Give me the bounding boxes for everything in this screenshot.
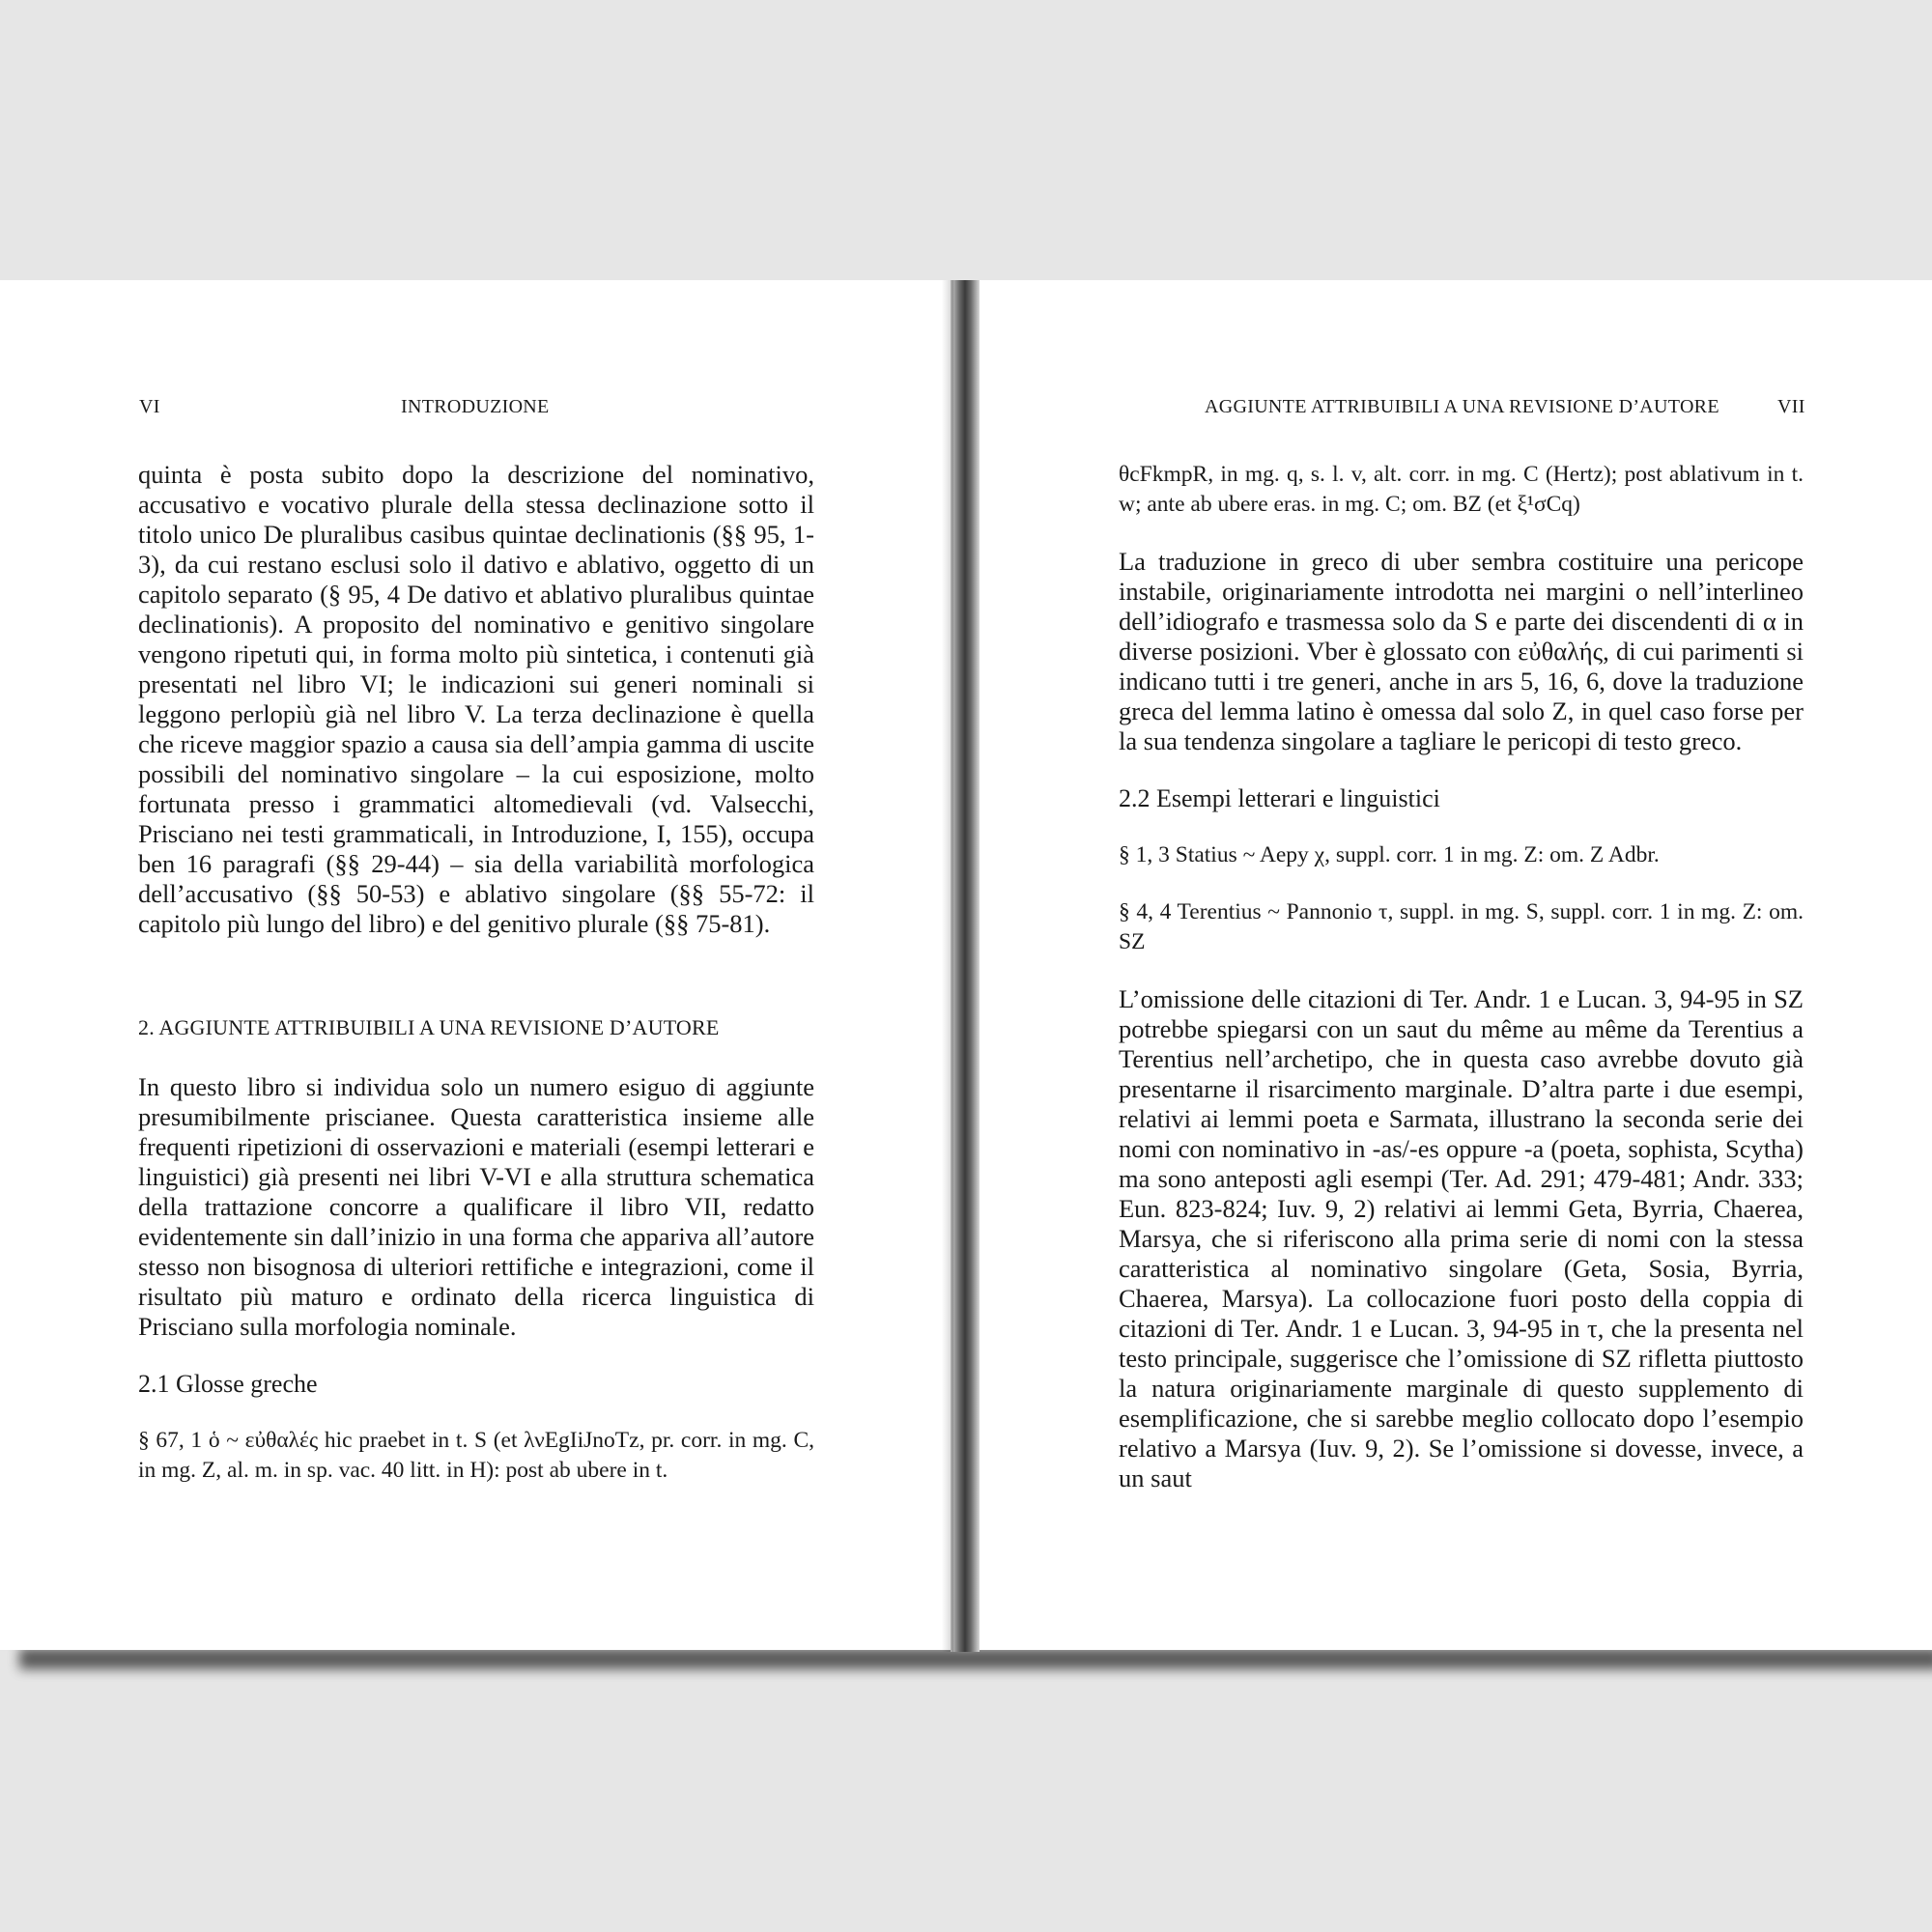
right-apparatus-entry-1: § 1, 3 Statius ~ Aepy χ, suppl. corr. 1 in mg. Z: om. Z Adbr.: [1119, 842, 1660, 867]
left-text-block: [138, 460, 814, 1486]
right-running-title: AGGIUNTE ATTRIBUIBILI A UNA REVISIONE D’AUTORE: [1205, 396, 1719, 417]
right-page-number: VII: [1777, 396, 1805, 417]
book-gutter: [951, 280, 980, 1652]
right-running-head: [978, 396, 1932, 425]
right-paragraph-2: L’omissione delle citazioni di Ter. Andr. 1 e Lucan. 3, 94-95 in SZ potrebbe spiegarsi con un saut du même au même da Terentius a Terentius nell’archetipo, che in questa caso avrebbe dovuto già presentarne il risarcimento marginale. D’altra parte i due esempi, relativi ai lemmi poeta e Sarmata, illustrano la seconda serie dei nomi con nominativo in -as/-es oppure -a (poeta, sophista, Scytha) ma sono anteposti agli esempi (Ter. Ad. 291; 479-481; Andr. 333; Eun. 823-824; Iuv. 9, 2) relativi ai lemmi Geta, Byrria, Chaerea, Marsya, che si riferiscono alla prima serie di nomi con la stessa caratteristica al nominativo singolare (Geta, Sosia, Byrria, Chaerea, Marsya). La collocazione fuori posto della coppia di citazioni di Ter. Andr. 1 e Lucan. 3, 94-95 in τ, che la presenta nel testo principale, suggerisce che l’omissione di SZ rifletta piuttosto la natura originariamente marginale di questo supplemento di esemplificazione, che si sarebbe meglio collocato dopo l’esempio relativo a Marsya (Iuv. 9, 2). Se l’omissione si dovesse, invece, a un saut: [1119, 984, 1804, 1492]
left-page: [0, 280, 952, 1650]
section-heading: 2. AGGIUNTE ATTRIBUIBILI A UNA REVISIONE D’AUTORE: [138, 1015, 720, 1039]
right-apparatus-continuation: θcFkmpR, in mg. q, s. l. v, alt. corr. in mg. C (Hertz); post ablativum in t. w; ante ab ubere eras. in mg. C; om. BZ (et ξ¹σCq): [1119, 462, 1804, 517]
right-subheading: 2.2 Esempi letterari e linguistici: [1119, 784, 1440, 812]
gutter-shade: [942, 280, 953, 1652]
left-running-head: [0, 396, 952, 425]
right-apparatus-entry-2: § 4, 4 Terentius ~ Pannonio τ, suppl. in mg. S, suppl. corr. 1 in mg. Z: om. SZ: [1119, 899, 1804, 954]
right-paragraph-1: La traduzione in greco di uber sembra costituire una pericope instabile, originariamente introdotta nei margini o nell’interlineo dell’idiografo e trasmessa solo da S e parte dei discendenti di α in diverse posizioni. Vber è glossato con εὐθαλής, di cui parimenti si indicano tutti i tre generi, anche in ars 5, 16, 6, dove la traduzione greca del lemma latino è omessa dal solo Z, in quel caso forse per la sua tendenza singolare a tagliare le pericopi di testo greco.: [1119, 547, 1804, 755]
right-page: [978, 280, 1932, 1650]
left-page-number: VI: [139, 396, 160, 417]
left-running-title: INTRODUZIONE: [401, 396, 550, 417]
left-subheading: 2.1 Glosse greche: [138, 1370, 318, 1398]
right-text-block: [1119, 460, 1804, 1493]
left-paragraph-2: In questo libro si individua solo un numero esiguo di aggiunte presumibilmente priscianee. Questa caratteristica insieme alle frequenti ripetizioni di osservazioni e materiali (esempi letterari e linguistici) già presenti nei libri V-VI e alla struttura schematica della trattazione concorre a qualificare il libro VII, redatto evidentemente sin dall’inizio in una forma che appariva all’autore stesso non bisognosa di ulteriori rettifiche e integrazioni, come il risultato più maturo e ordinato della ricerca linguistica di Prisciano sulla morfologia nominale.: [138, 1072, 814, 1341]
left-apparatus-entry: § 67, 1 ὁ ~ εὐθαλές hic praebet in t. S (et λνEgIiJnoTz, pr. corr. in mg. C, in mg. Z, al. m. in sp. vac. 40 litt. in H): post ab ubere in t.: [138, 1428, 814, 1483]
left-paragraph-1: quinta è posta subito dopo la descrizione del nominativo, accusativo e vocativo plurale della stessa declinazione sotto il titolo unico De pluralibus casibus quintae declinationis (§§ 95, 1-3), da cui restano esclusi solo il dativo e ablativo, oggetto di un capitolo separato (§ 95, 4 De dativo et ablativo pluralibus quintae declinationis). A proposito del nominativo e genitivo singolare vengono ripetuti qui, in forma molto più sintetica, i contenuti già presentati nel libro VI; le indicazioni sui generi nominali si leggono perlopiù già nel libro V. La terza declinazione è quella che riceve maggior spazio a causa sia dell’ampia gamma di uscite possibili del nominativo singolare – la cui esposizione, molto fortunata presso i grammatici altomedievali (vd. Valsecchi, Prisciano nei testi grammaticali, in Introduzione, I, 155), occupa ben 16 paragrafi (§§ 29-44) – sia della variabilità morfologica dell’accusativo (§§ 50-53) e ablativo singolare (§§ 55-72: il capitolo più lungo del libro) e del genitivo plurale (§§ 75-81).: [138, 460, 814, 938]
